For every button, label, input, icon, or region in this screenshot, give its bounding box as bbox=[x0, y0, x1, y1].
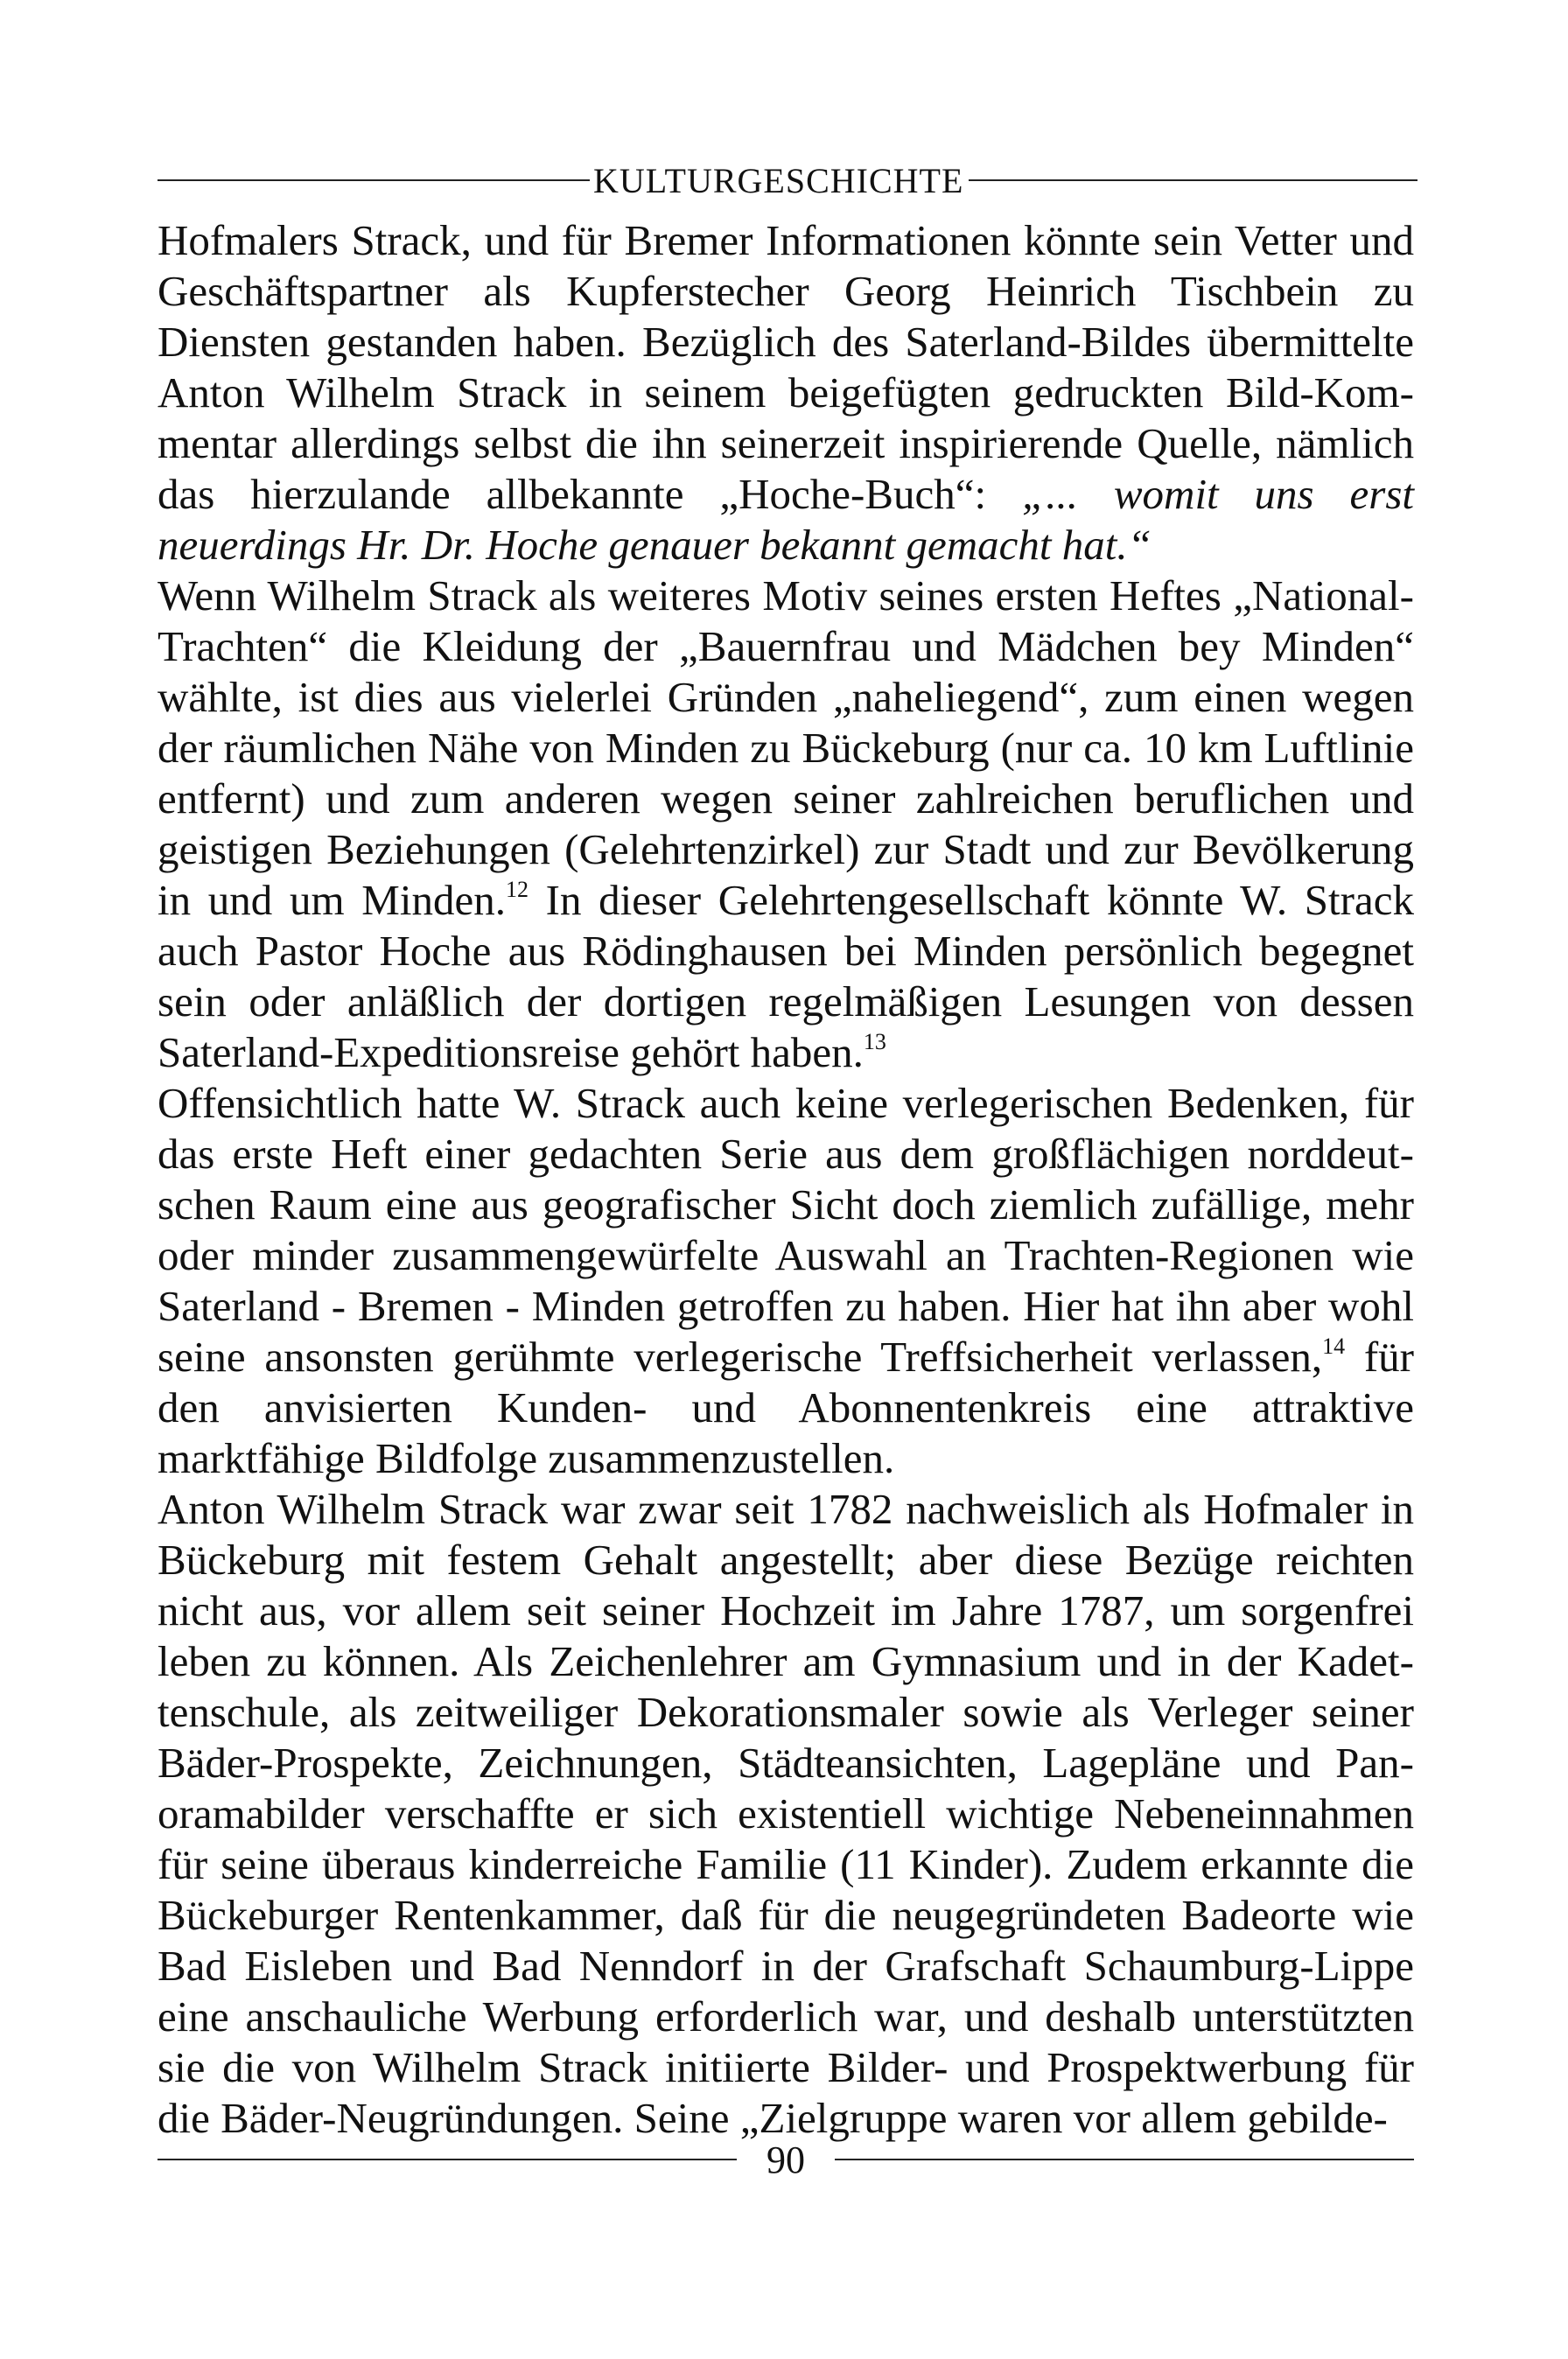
paragraph-text: In dieser Gelehrtengesellschaft könnte W. Strack auch Pastor Hoche aus Rödinghausen bei Minden persönlich begegnet sein oder anläßlich der dortigen regelmäßigen Lesungen von dessen Saterland-Expeditionsreise gehört haben. bbox=[158, 876, 1414, 1076]
footnote-marker: 13 bbox=[863, 1029, 886, 1054]
header-rule-left bbox=[158, 179, 590, 181]
footnote-marker: 14 bbox=[1322, 1334, 1346, 1359]
italic-quote: „... womit uns erst neuerdings Hr. Dr. Hoche genauer bekannt gemacht hat.“ bbox=[158, 470, 1415, 569]
paragraph bbox=[158, 570, 1414, 1078]
paragraph bbox=[158, 215, 1414, 570]
running-header bbox=[158, 154, 1418, 206]
footer-rule-left bbox=[158, 2159, 737, 2160]
paragraph bbox=[158, 1484, 1414, 2144]
paragraph-text: Anton Wilhelm Strack war zwar seit 1782 nachweislich als Hofmaler in Bückeburg mit festem Gehalt angestellt; aber diese Bezüge reichten nicht aus, vor allem seit seiner Hochzeit im Jahre 1787, um sorgenfrei leben zu können. Als Zeichenlehrer am Gymnasium und in der Kadettenschule, als zeitweiliger Dekorationsmaler sowie als Verleger seiner Bäder-Prospekte, Zeichnungen, Städteansichten, Lagepläne und Panoramabilder verschaffte er sich existentiell wichtige Nebeneinnahmen für seine überaus kinderreiche Familie (11 Kinder). Zudem erkannte die Bückeburger Rentenkammer, daß für die neugegründeten Badeorte wie Bad Eisleben und Bad Nenndorf in der Grafschaft Schaumburg-Lippe eine anschauliche Werbung erforderlich war, und deshalb unterstützten sie die von Wilhelm Strack initiierte Bilder- und Prospektwerbung für die Bäder-Neugründungen. Seine „Zielgruppe waren vor allem gebilde- bbox=[158, 1485, 1414, 2142]
footer-rule-right bbox=[835, 2159, 1414, 2160]
paragraph-text: Hofmalers Strack, und für Bremer Informationen könnte sein Vetter und Geschäftspartner als Kupferstecher Georg Heinrich Tischbein zu Diensten gestanden haben. Bezüglich des Saterland-Bildes übermittelte Anton Wilhelm Strack in seinem beigefügten gedruckten Bild-Kommentar allerdings selbst die ihn seinerzeit inspirierende Quelle, nämlich das hierzulande allbekannte „Hoche-Buch“: bbox=[158, 216, 1414, 518]
page-number: 90 bbox=[766, 2138, 805, 2181]
paragraph-text: Wenn Wilhelm Strack als weiteres Motiv seines ersten Heftes „National-Trachten“ die Kleidung der „Bauernfrau und Mädchen bey Minden“ wählte, ist dies aus vielerlei Gründen „naheliegend“, zum einen wegen der räumlichen Nähe von Minden zu Bückeburg (nur ca. 10 km Luftlinie entfernt) und zum anderen wegen seiner zahlreichen beruflichen und geistigen Beziehungen (Gelehrtenzirkel) zur Stadt und zur Bevölkerung in und um Minden. bbox=[158, 571, 1414, 924]
page-footer bbox=[158, 2132, 1414, 2188]
paragraph-text: Offensichtlich hatte W. Strack auch keine verlegerischen Bedenken, für das erste Heft einer gedachten Serie aus dem großflächigen norddeutschen Raum eine aus geografischer Sicht doch ziemlich zufällige, mehr oder minder zusammengewürfelte Auswahl an Trachten-Regionen wie Saterland - Bremen - Minden getroffen zu haben. Hier hat ihn aber wohl seine ansonsten gerühmte verlegerische Treffsicherheit verlassen, bbox=[158, 1079, 1414, 1381]
body-text bbox=[158, 215, 1414, 2144]
paragraph bbox=[158, 1078, 1414, 1484]
section-title: KULTURGESCHICHTE bbox=[593, 160, 964, 200]
footnote-marker: 12 bbox=[505, 877, 528, 902]
paragraph-text: für den anvisierten Kunden- und Abonnentenkreis eine attraktive marktfähige Bildfolge zusammenzustellen. bbox=[158, 1333, 1414, 1482]
header-rule-right bbox=[969, 179, 1418, 181]
